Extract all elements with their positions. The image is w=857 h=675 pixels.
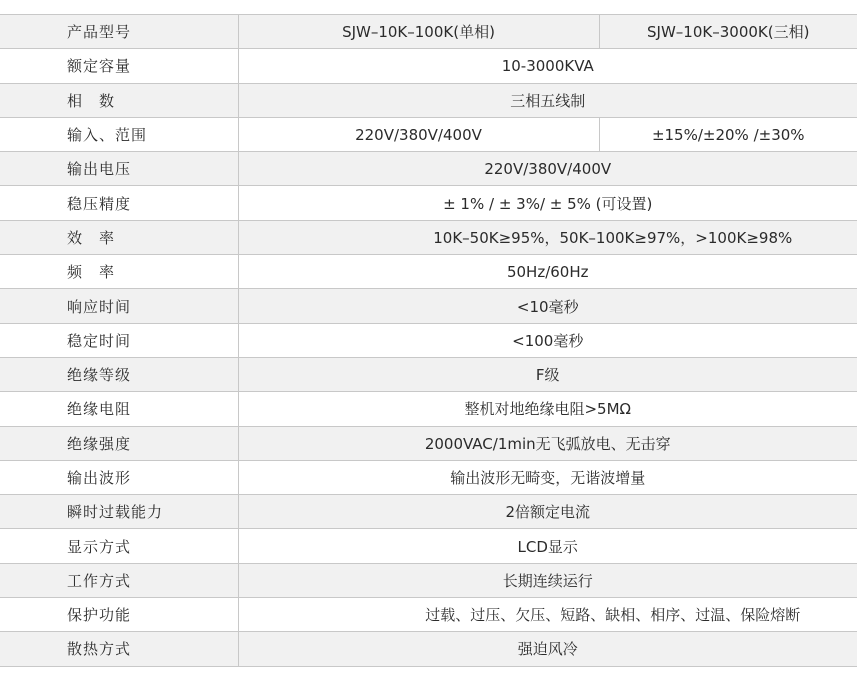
table-row — [0, 117, 857, 151]
row-label-output-waveform: 输出波形 — [0, 460, 238, 494]
value-phase: 三相五线制 — [238, 83, 857, 117]
value-insulation-resistance: 整机对地绝缘电阻>5MΩ — [238, 392, 857, 426]
table-row — [0, 426, 857, 460]
value-insulation-strength: 2000VAC/1min无飞弧放电、无击穿 — [238, 426, 857, 460]
value-settle-time: <100毫秒 — [238, 323, 857, 357]
value-overload: 2倍额定电流 — [238, 495, 857, 529]
table-row — [0, 323, 857, 357]
row-label-insulation-class: 绝缘等级 — [0, 357, 238, 391]
value-efficiency: 10K–50K≥95%，50K–100K≥97%，>100K≥98% — [238, 220, 857, 254]
row-label-work-mode: 工作方式 — [0, 563, 238, 597]
row-label-input-range: 输入、范围 — [0, 117, 238, 151]
value-capacity: 10-3000KVA — [238, 49, 857, 83]
table-row — [0, 529, 857, 563]
row-label-output-voltage: 输出电压 — [0, 152, 238, 186]
row-label-model: 产品型号 — [0, 15, 238, 49]
value-input-voltage: 220V/380V/400V — [238, 117, 599, 151]
row-label-insulation-resistance: 绝缘电阻 — [0, 392, 238, 426]
value-three-phase-model: SJW–10K–3000K(三相) — [599, 15, 857, 49]
value-insulation-class: F级 — [238, 357, 857, 391]
table-row — [0, 563, 857, 597]
table-row — [0, 255, 857, 289]
value-response-time: <10毫秒 — [238, 289, 857, 323]
table-row — [0, 598, 857, 632]
table-row — [0, 15, 857, 49]
table-row — [0, 632, 857, 666]
table-row — [0, 495, 857, 529]
table-row — [0, 186, 857, 220]
table-row — [0, 289, 857, 323]
row-label-capacity: 额定容量 — [0, 49, 238, 83]
value-protection: 过载、过压、欠压、短路、缺相、相序、过温、保险熔断 — [238, 598, 857, 632]
row-label-efficiency: 效 率 — [0, 220, 238, 254]
value-input-range: ±15%/±20% /±30% — [599, 117, 857, 151]
value-display: LCD显示 — [238, 529, 857, 563]
value-work-mode: 长期连续运行 — [238, 563, 857, 597]
spec-table — [0, 14, 857, 667]
row-label-phase: 相 数 — [0, 83, 238, 117]
row-label-overload: 瞬时过载能力 — [0, 495, 238, 529]
row-label-settle-time: 稳定时间 — [0, 323, 238, 357]
value-frequency: 50Hz/60Hz — [238, 255, 857, 289]
value-output-waveform: 输出波形无畸变，无谐波增量 — [238, 460, 857, 494]
row-label-cooling: 散热方式 — [0, 632, 238, 666]
table-row — [0, 49, 857, 83]
value-accuracy: ± 1% / ± 3%/ ± 5% (可设置) — [238, 186, 857, 220]
table-row — [0, 152, 857, 186]
value-single-phase-model: SJW–10K–100K(单相) — [238, 15, 599, 49]
table-row — [0, 220, 857, 254]
row-label-frequency: 频 率 — [0, 255, 238, 289]
row-label-display: 显示方式 — [0, 529, 238, 563]
table-row — [0, 392, 857, 426]
value-cooling: 强迫风冷 — [238, 632, 857, 666]
row-label-protection: 保护功能 — [0, 598, 238, 632]
row-label-accuracy: 稳压精度 — [0, 186, 238, 220]
row-label-insulation-strength: 绝缘强度 — [0, 426, 238, 460]
table-row — [0, 357, 857, 391]
table-row — [0, 460, 857, 494]
row-label-response-time: 响应时间 — [0, 289, 238, 323]
value-output-voltage: 220V/380V/400V — [238, 152, 857, 186]
table-row — [0, 83, 857, 117]
